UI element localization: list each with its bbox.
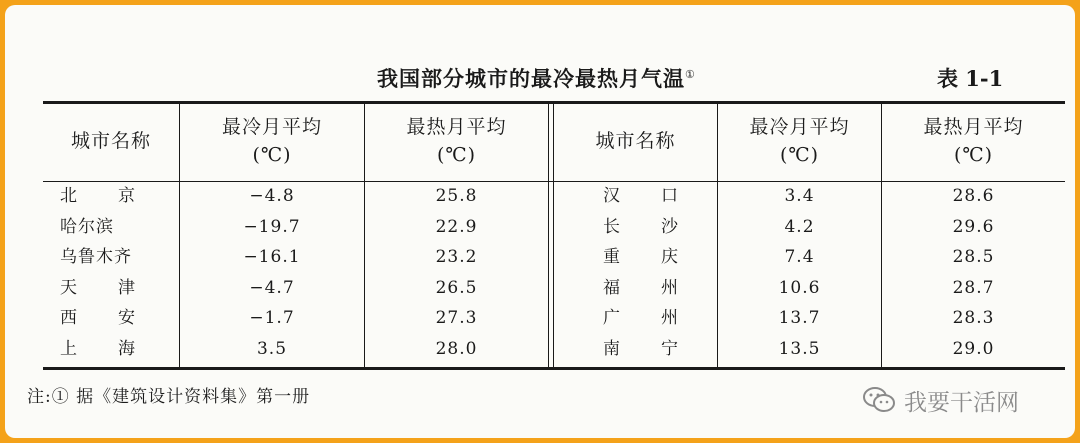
city-name: 西 bbox=[60, 308, 78, 328]
header-unit: (℃) bbox=[953, 144, 994, 166]
city-name-cell bbox=[603, 275, 717, 302]
header-label: 最冷月平均 bbox=[749, 116, 850, 138]
footnote-mark: ① bbox=[685, 68, 696, 81]
header-city-name: 城市名称 bbox=[595, 130, 676, 152]
hottest-temp-cell: 29.0 bbox=[952, 338, 995, 359]
coldest-temp-cell: 4.2 bbox=[784, 216, 815, 237]
city-name-cell bbox=[60, 305, 179, 332]
hottest-temp-cell: 28.6 bbox=[952, 186, 995, 206]
table-title: 我国部分城市的最冷最热月气温① bbox=[377, 66, 696, 91]
city-name-second-char: 州 bbox=[661, 308, 679, 328]
footnote: 注:① 据《建筑设计资料集》第一册 bbox=[27, 387, 311, 407]
header-city-name: 城市名称 bbox=[70, 130, 151, 152]
city-name: 广 bbox=[603, 308, 621, 328]
center-double-rule bbox=[548, 101, 549, 370]
city-name: 北 bbox=[60, 186, 78, 206]
city-name: 重 bbox=[603, 247, 621, 267]
hottest-temp-cell: 26.5 bbox=[435, 277, 478, 298]
coldest-temp-cell: 10.6 bbox=[778, 277, 821, 298]
header-hottest-month bbox=[882, 113, 1065, 169]
coldest-temp-cell: 13.5 bbox=[778, 338, 821, 359]
city-name-cell bbox=[603, 336, 717, 363]
city-name: 汉 bbox=[603, 186, 621, 206]
table-number: 表 1-1 bbox=[937, 66, 1004, 91]
city-name: 哈尔滨 bbox=[60, 216, 114, 237]
header-label: 最热月平均 bbox=[406, 116, 507, 138]
rule-header bbox=[43, 181, 1065, 182]
coldest-temp-cell: −4.7 bbox=[249, 277, 295, 298]
city-name-cell bbox=[60, 183, 179, 210]
city-name: 乌鲁木齐 bbox=[60, 247, 132, 267]
city-name-cell bbox=[603, 214, 717, 241]
hottest-temp-cell: 23.2 bbox=[435, 247, 478, 267]
city-name: 福 bbox=[603, 277, 621, 298]
watermark-text: 我要干活网 bbox=[904, 389, 1019, 416]
header-label: 最冷月平均 bbox=[221, 116, 322, 138]
wechat-icon bbox=[862, 386, 896, 414]
city-name-second-char: 沙 bbox=[661, 216, 679, 237]
city-name-cell bbox=[603, 244, 717, 271]
hottest-temp-cell: 25.8 bbox=[435, 186, 478, 206]
watermark bbox=[862, 384, 1019, 416]
header-coldest-month bbox=[718, 113, 881, 169]
header-unit: (℃) bbox=[252, 144, 292, 166]
hottest-temp-cell: 28.7 bbox=[952, 277, 995, 298]
coldest-temp-cell: 13.7 bbox=[778, 308, 821, 328]
header-hottest-month bbox=[365, 113, 548, 169]
hottest-temp-cell: 28.3 bbox=[952, 308, 995, 328]
coldest-temp-cell: 7.4 bbox=[784, 247, 815, 267]
city-name: 南 bbox=[603, 338, 621, 359]
coldest-temp-cell: −16.1 bbox=[243, 247, 301, 267]
city-name-second-char: 津 bbox=[118, 277, 136, 298]
rule-top bbox=[43, 101, 1065, 104]
city-name-second-char: 宁 bbox=[661, 338, 679, 359]
city-name-cell bbox=[60, 336, 179, 363]
coldest-temp-cell: −19.7 bbox=[243, 216, 301, 237]
city-name-cell bbox=[60, 214, 179, 241]
header-unit: (℃) bbox=[436, 144, 477, 166]
coldest-temp-cell: −4.8 bbox=[249, 186, 295, 206]
city-name-cell bbox=[60, 275, 179, 302]
rule-bottom bbox=[43, 367, 1065, 370]
city-name-second-char: 州 bbox=[661, 277, 679, 298]
hottest-temp-cell: 27.3 bbox=[435, 308, 478, 328]
city-name: 天 bbox=[60, 277, 78, 298]
city-name: 上 bbox=[60, 338, 78, 359]
header-coldest-month bbox=[180, 113, 364, 169]
hottest-temp-cell: 29.6 bbox=[952, 216, 995, 237]
city-name-second-char: 海 bbox=[118, 338, 136, 359]
city-name-second-char: 庆 bbox=[661, 247, 679, 267]
hottest-temp-cell: 28.5 bbox=[952, 247, 995, 267]
header-unit: (℃) bbox=[779, 144, 820, 166]
city-name: 长 bbox=[603, 216, 621, 237]
temperature-table bbox=[43, 101, 1065, 370]
city-name-second-char: 口 bbox=[661, 186, 679, 206]
coldest-temp-cell: 3.4 bbox=[784, 186, 815, 206]
coldest-temp-cell: 3.5 bbox=[256, 338, 288, 359]
city-name-second-char: 安 bbox=[118, 308, 136, 328]
header-label: 最热月平均 bbox=[923, 116, 1024, 138]
document-page bbox=[5, 5, 1075, 438]
coldest-temp-cell: −1.7 bbox=[249, 308, 295, 328]
hottest-temp-cell: 28.0 bbox=[435, 338, 478, 359]
city-name-cell bbox=[603, 305, 717, 332]
city-name-second-char: 京 bbox=[118, 186, 136, 206]
city-name-cell bbox=[603, 183, 717, 210]
hottest-temp-cell: 22.9 bbox=[435, 216, 478, 237]
table-caption bbox=[5, 63, 1075, 93]
city-name-cell bbox=[60, 244, 179, 271]
